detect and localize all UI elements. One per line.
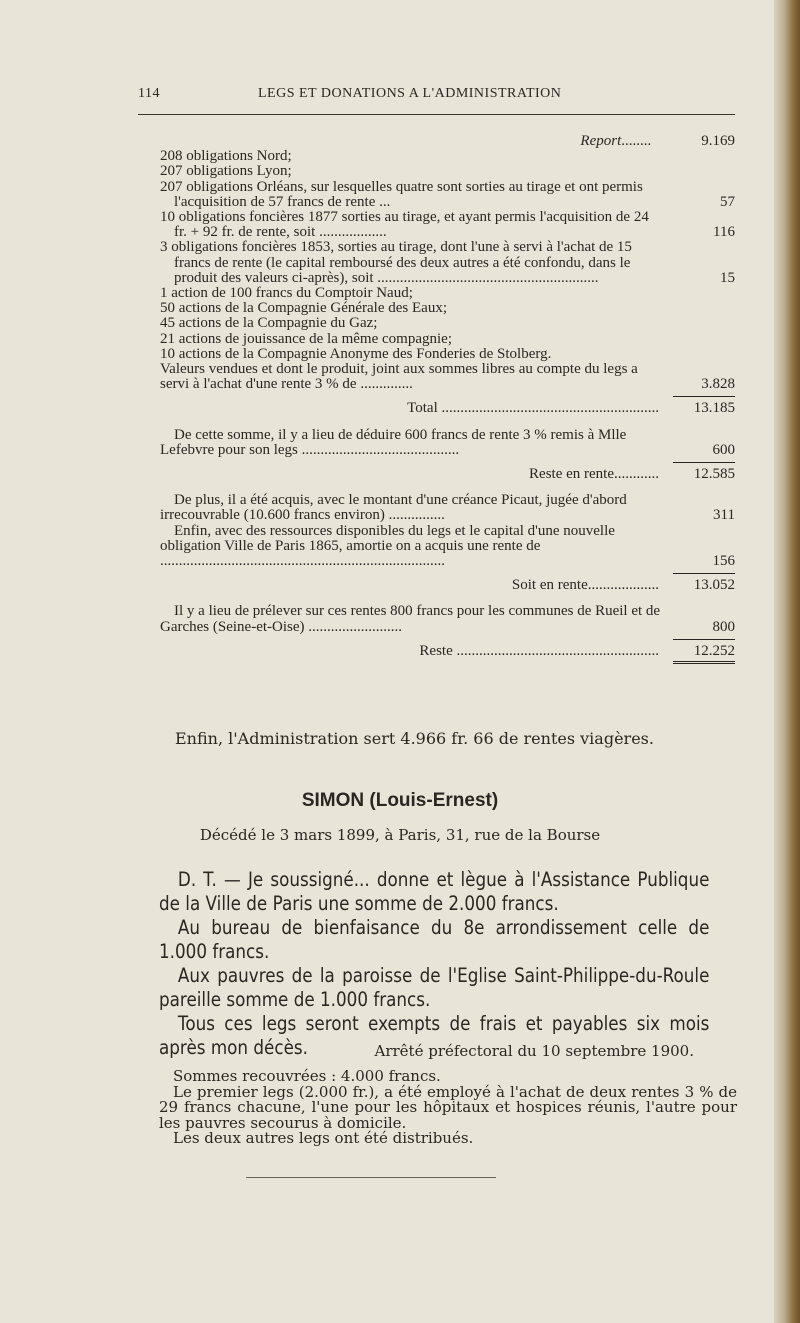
ledger-item-text: 45 actions de la Compagnie du Gaz; — [160, 315, 378, 332]
testament-text — [159, 868, 709, 1060]
ledger-item — [160, 149, 735, 164]
rule — [673, 396, 735, 397]
soit-rente-label: Soit en rente................... — [511, 577, 659, 594]
reste-amount: 12.252 — [693, 642, 735, 659]
arrete-line: Arrêté préfectoral du 10 septembre 1900. — [374, 1042, 694, 1060]
note-paragraph: Le premier legs (2.000 fr.), a été employé à l'achat de deux rentes 3 % de 29 francs chacune, l'une pour les hôpitaux et hospices réunis, l'autre pour les pauvres secourus à domicile. — [159, 1082, 737, 1132]
prelever-line — [160, 604, 735, 634]
reste-line — [160, 644, 735, 659]
total-amount: 13.185 — [693, 400, 735, 417]
deduction-line — [160, 428, 735, 458]
ledger-item — [160, 210, 735, 240]
reste-rente-line — [160, 467, 735, 482]
de-plus-text: De plus, il a été acquis, avec le montant d'une créance Picaut, jugée d'abord irrecouvrable (10.600 francs environ) ............... — [160, 492, 627, 524]
soit-rente-amount: 13.052 — [693, 577, 735, 594]
enfin-amount: 156 — [712, 553, 735, 570]
ledger-item-text: 207 obligations Lyon; — [160, 163, 292, 180]
total-line — [160, 401, 735, 416]
note-paragraph: Sommes recouvrées : 4.000 francs. — [173, 1067, 441, 1085]
ledger-item — [160, 332, 735, 347]
page-number: 114 — [138, 86, 160, 101]
entry-name: SIMON (Louis-Ernest) — [301, 790, 499, 811]
ledger-item-text: 21 actions de jouissance de la même compagnie; — [160, 330, 452, 347]
testament-paragraph: Tous ces legs seront exempts de frais et payables six mois après mon décès. — [159, 1012, 710, 1059]
rule — [673, 462, 735, 463]
report-label: Report — [580, 133, 622, 149]
entry-notes — [159, 1069, 737, 1147]
ledger-item — [160, 240, 735, 286]
prelever-text: Il y a lieu de prélever sur ces rentes 800 francs pour les communes de Rueil et de Garches (Seine-et-Oise) ......................... — [160, 603, 661, 635]
ledger-item-text: 208 obligations Nord; — [160, 148, 292, 165]
ledger-item — [160, 164, 735, 179]
ledger-item-text: 10 actions de la Compagnie Anonyme des Fonderies de Stolberg. — [160, 345, 552, 362]
ledger-item — [160, 301, 735, 316]
de-plus-amount: 311 — [713, 507, 735, 524]
ledger-item-amount: 116 — [713, 224, 735, 241]
testament-paragraph: Aux pauvres de la paroisse de l'Eglise Saint-Philippe-du-Roule pareille somme de 1.000 francs. — [159, 964, 710, 1011]
running-title: LEGS ET DONATIONS A L'ADMINISTRATION — [258, 86, 562, 101]
rule — [673, 573, 735, 574]
ledger-item-text: 1 action de 100 francs du Comptoir Naud; — [160, 285, 413, 302]
ledger-item-amount: 57 — [720, 193, 735, 210]
rule — [673, 639, 735, 640]
report-amount: 9.169 — [701, 133, 735, 149]
reste-rente-label: Reste en rente............ — [529, 466, 659, 483]
ledger — [160, 134, 735, 664]
enfin-line — [160, 524, 735, 570]
prelever-amount: 800 — [712, 618, 735, 635]
report-line: Report........ 9.169 — [580, 133, 735, 149]
ledger-item-text: 10 obligations foncières 1877 sorties au tirage, et ayant permis l'acquisition de 24 fr. + 92 fr. de rente, soit .................. — [160, 209, 649, 241]
testament-paragraph: Au bureau de bienfaisance du 8e arrondissement celle de 1.000 francs. — [159, 916, 710, 963]
ledger-item — [160, 316, 735, 331]
testament-paragraph: D. T. — Je soussigné... donne et lègue à l'Assistance Publique de la Ville de Paris une somme de 2.000 francs. — [159, 868, 710, 915]
deduction-amount: 600 — [712, 441, 735, 458]
ledger-item-text: 50 actions de la Compagnie Générale des Eaux; — [160, 300, 447, 317]
note-paragraph: Les deux autres legs ont été distribués. — [173, 1129, 474, 1147]
page-edge — [774, 0, 800, 1323]
final-note: Enfin, l'Administration sert 4.966 fr. 66 de rentes viagères. — [175, 729, 654, 748]
valeurs-amount: 3.828 — [701, 376, 735, 393]
ledger-item-text: 3 obligations foncières 1853, sorties au tirage, dont l'une à servi à l'achat de 15 francs de rente (le capital remboursé des deux autres a été confondu, dans le produit des valeurs ci-après), soit ........................................................... — [160, 239, 632, 286]
double-rule — [673, 661, 735, 664]
ledger-item — [160, 347, 735, 362]
enfin-text: Enfin, avec des ressources disponibles du legs et le capital d'une nouvelle obligation Ville de Paris 1865, amortie on a acquis une rente de ............................................................................ — [160, 522, 615, 570]
entry-subtitle: Décédé le 3 mars 1899, à Paris, 31, rue de la Bourse — [199, 826, 601, 844]
ledger-item-amount: 15 — [720, 269, 735, 286]
ledger-item-text: 207 obligations Orléans, sur lesquelles quatre sont sorties au tirage et ont permis l'acquisition de 57 francs de rente ... — [160, 178, 643, 210]
reste-rente-amount: 12.585 — [693, 466, 735, 483]
valeurs-text: Valeurs vendues et dont le produit, joint aux sommes libres au compte du legs a servi à l'achat d'une rente 3 % de .............. — [160, 361, 638, 393]
deduction-text: De cette somme, il y a lieu de déduire 600 francs de rente 3 % remis à Mlle Lefebvre pour son legs .......................................... — [160, 426, 627, 458]
ledger-items — [160, 149, 735, 362]
running-head — [138, 86, 735, 106]
valeurs-line — [160, 362, 735, 392]
header-rule — [138, 114, 735, 115]
ledger-item — [160, 286, 735, 301]
soit-rente-line — [160, 578, 735, 593]
de-plus-line — [160, 493, 735, 523]
ledger-item — [160, 180, 735, 210]
total-label: Total .......................................................... — [407, 400, 659, 417]
reste-label: Reste ...................................................... — [419, 642, 659, 659]
end-separator — [246, 1177, 496, 1178]
